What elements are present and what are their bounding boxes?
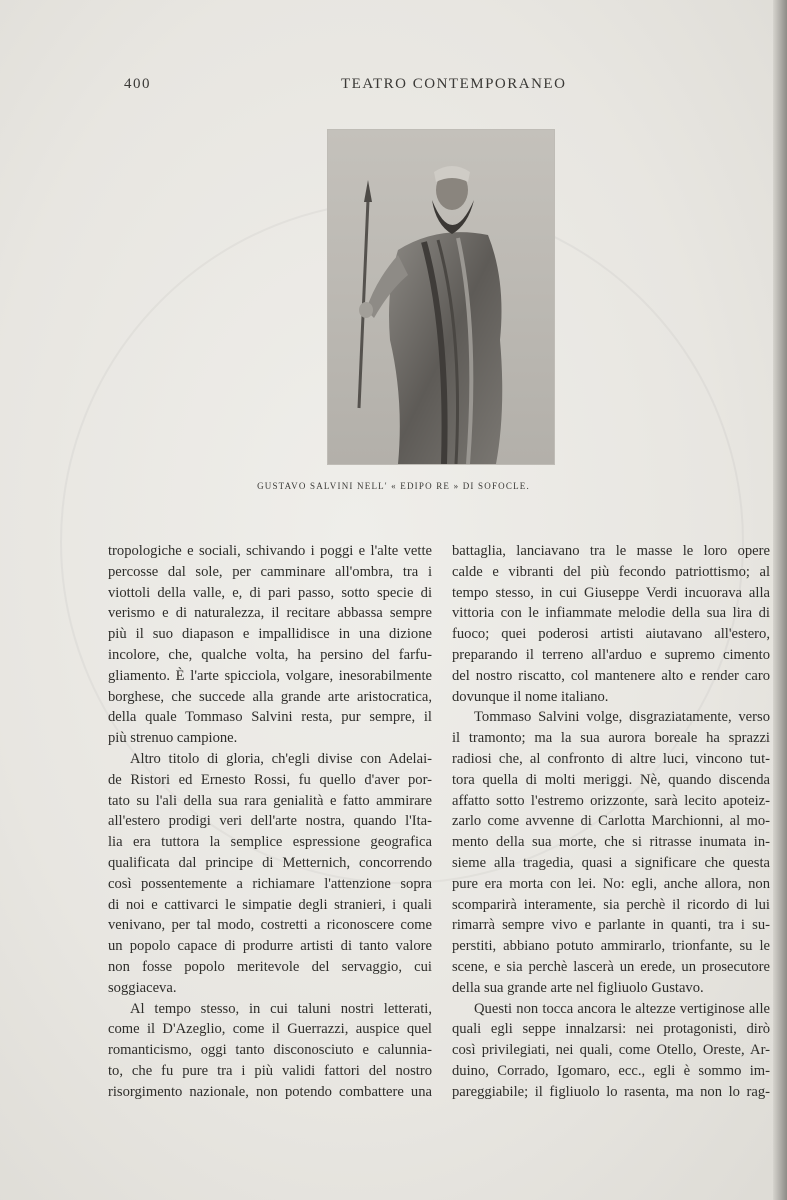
text-line: lia era tuttora la semplice espressione geografica [108, 834, 432, 851]
text-line: sieme alla tragedia, quasi a significare che questa [452, 854, 770, 871]
text-line: pure era morta con lei. No: egli, anche allora, non [452, 875, 770, 892]
text-line: borghese, che succede alla grande arte aristocratica, [108, 688, 432, 705]
text-line: preparando il terreno all'arduo e supremo cimento [452, 646, 770, 663]
text-line: vittoria con le infiammate melodie della sua lira di [452, 605, 770, 622]
text-line: rimarrà sempre vivo e parlante in quanti, tra i su- [452, 917, 770, 934]
text-line: tato su l'ali della sua rara genialità e fatto ammirare [108, 792, 432, 809]
text-line: il tramonto; ma la sua aurora boreale ha sprazzi [452, 730, 770, 747]
text-line: più il suo diapason e impallidisce in una dizione [108, 626, 432, 643]
page-header [0, 76, 787, 98]
text-line: scene, e sia perchè lascerà un erede, un prosecutore [452, 958, 770, 975]
text-line: pareggiabile; il figliuolo lo rasenta, ma non lo rag- [452, 1083, 770, 1100]
text-line: de Ristori ed Ernesto Rossi, fu quello d'aver por- [108, 771, 432, 788]
text-line: all'estero prodigi veri dell'arte nostra, quando l'Ita- [108, 813, 432, 830]
figure-caption: GUSTAVO SALVINI NELL' « EDIPO RE » DI SOFOCLE. [257, 481, 530, 491]
text-line: tropologiche e sociali, schivando i poggi e l'alte vette [108, 543, 432, 559]
text-line: viottoli della valle, e, di pari passo, sotto specie di [108, 584, 432, 601]
text-line: un popolo capace di produrre artisti di tanto valore [108, 938, 432, 955]
text-line: mento della sua morte, che si ritrasse inumata in- [452, 834, 770, 851]
text-line: fuoco; quei poderosi artisti aiutavano all'estero, [452, 626, 770, 643]
page-edge-shadow [773, 0, 787, 1200]
right-text-column [452, 541, 770, 1103]
text-line: tora quella di molti meriggi. Nè, quando discenda [452, 771, 770, 788]
text-line: della sua grande arte nel figliuolo Gustavo. [452, 979, 704, 996]
text-line: di noi e cattivarci le simpatie degli stranieri, i quali [108, 896, 432, 913]
text-line: risorgimento nazionale, non potendo combattere una [108, 1083, 432, 1100]
portrait-photo-icon [328, 130, 554, 464]
page-number: 400 [124, 76, 151, 92]
text-line: del nostro riscatto, col mantenere alto e render caro [452, 667, 770, 684]
text-line: romanticismo, oggi tanto disconosciuto e calunnia- [108, 1042, 432, 1059]
text-line: dovunque il nome italiano. [452, 688, 609, 705]
text-line: così possentemente a richiamare l'attenzione sopra [108, 875, 432, 892]
text-line: non fosse popolo meritevole del servaggio, cui [108, 958, 432, 975]
text-line: affatto sotto l'estremo orizzonte, sarà lecito apoteiz- [452, 792, 770, 809]
text-line: perstiti, abbiano potuto ammirarlo, trionfante, su le [452, 938, 770, 955]
text-line: radiosi che, al confronto di altre luci, vincono tut- [452, 750, 770, 767]
text-line: to, che fu pure tra i più validi fattori del nostro [108, 1062, 432, 1079]
text-line: più strenuo campione. [108, 730, 238, 747]
text-line: come il D'Azeglio, come il Guerrazzi, auspice quel [108, 1021, 432, 1038]
text-line: Questi non tocca ancora le altezze vertiginose alle [474, 1000, 770, 1017]
text-line: zarlo come avvenne di Carlotta Marchionni, al mo- [452, 813, 770, 830]
text-line: soggiaceva. [108, 979, 177, 996]
left-text-column [108, 541, 432, 1103]
text-line: gliamento. È l'arte spicciola, volgare, inesorabilmente [108, 667, 432, 684]
text-line: duino, Corrado, Igomaro, ecc., egli è sommo im- [452, 1062, 770, 1079]
running-title: TEATRO CONTEMPORANEO [341, 76, 567, 92]
text-line: della quale Tommaso Salvini resta, pur sempre, il [108, 709, 432, 726]
text-line: qualificata dal principe di Metternich, concorrendo [108, 854, 432, 871]
text-line: battaglia, lanciavano tra le masse le loro opere [452, 543, 770, 559]
text-line: scomparirà interamente, sia perchè il ricordo di lui [452, 896, 770, 913]
text-line: così privilegiati, nei quali, come Otello, Oreste, Ar- [452, 1042, 770, 1059]
text-line: quali egli seppe innalzarsi: nei protagonisti, dirò [452, 1021, 770, 1038]
text-line: Altro titolo di gloria, ch'egli divise con Adelai- [130, 750, 432, 767]
text-line: calde e vibranti del più fecondo patriottismo; al [452, 563, 770, 580]
text-line: incolore, che, qualche volta, ha persino del farfu- [108, 646, 432, 663]
text-line: tempo stesso, in cui Giuseppe Verdi incuorava alla [452, 584, 770, 601]
text-line: percosse dal sole, per camminare all'ombra, tra i [108, 563, 432, 580]
text-line: Al tempo stesso, in cui taluni nostri letterati, [130, 1000, 432, 1017]
text-line: venivano, per tal modo, costretti a riconoscere come [108, 917, 432, 934]
text-line: verismo e di naturalezza, il recitare abbassa sempre [108, 605, 432, 622]
text-line: Tommaso Salvini volge, disgraziatamente, verso [474, 709, 770, 726]
portrait-photo [327, 129, 555, 465]
